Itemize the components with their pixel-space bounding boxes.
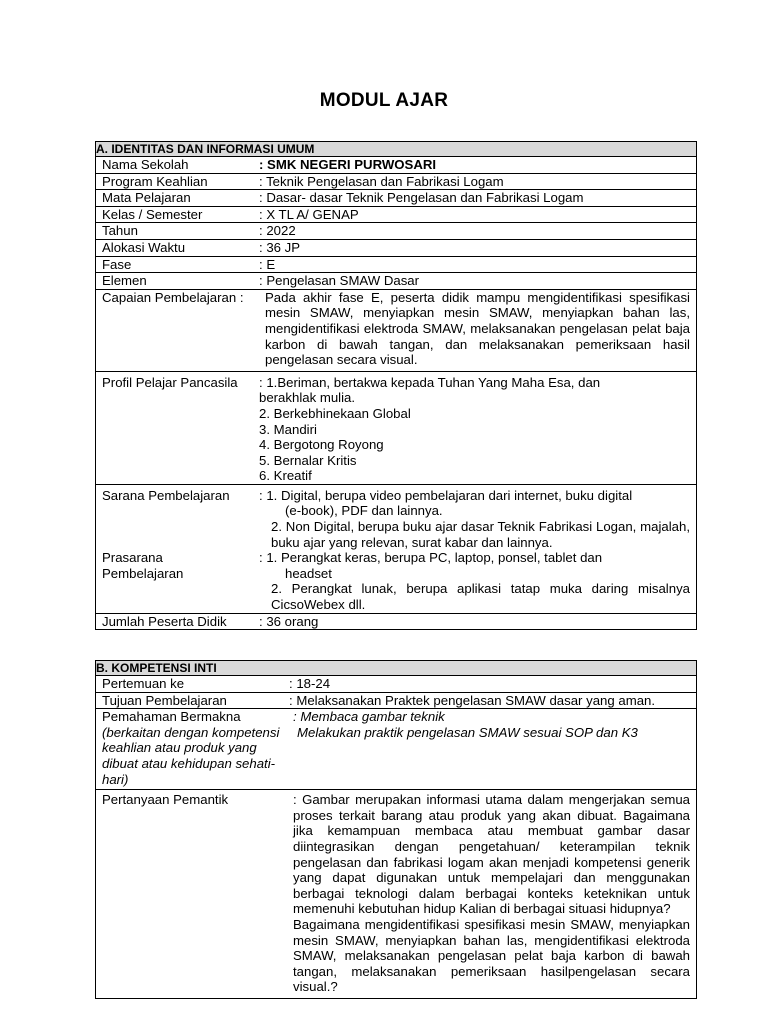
value-pertemuan: : 18-24 xyxy=(289,676,331,691)
row-nama-sekolah xyxy=(96,157,696,174)
row-pertanyaan xyxy=(96,790,696,998)
profil-item: 5. Bernalar Kritis xyxy=(259,452,357,468)
pertanyaan-para-1: : Gambar merupakan informasi utama dalam mengerjakan semua proses terkait barang atau produk yang akan dibuat. Bagaimana jika kemampuan membaca atau membuat gambar dasar diintegrasikan dengan pengetahuan/ keterampilan teknik pengelasan dan fabrikasi logam akan menjadi kompetensi generik yang dapat digunakan untuk mempelajari dan menggunakan berbagai teknologi dalam berbagai konteks keteknikan untuk memenuhi kebutuhan hidup Kalian di berbagai situasi hidupnya? xyxy=(293,792,690,917)
pertanyaan-para-2: Bagaimana mengidentifikasi spesifikasi mesin SMAW, menyiapkan mesin SMAW, menyiapkan bahan las, mengidentifikasi elektroda SMAW, melaksanakan pengelasan pelat baja karbon di bawah tangan, melaksanakan pemeriksaan hasilpengelasan secara visual.? xyxy=(293,916,690,995)
section-a-heading: A. IDENTITAS DAN INFORMASI UMUM xyxy=(96,142,696,157)
label-pertanyaan: Pertanyaan Pemantik xyxy=(102,792,229,808)
value-alokasi-waktu: : 36 JP xyxy=(259,239,301,255)
label-prasarana: Prasarana xyxy=(102,550,163,566)
value-jumlah-peserta: : 36 orang xyxy=(259,613,319,629)
label-alokasi-waktu: Alokasi Waktu xyxy=(102,239,186,255)
row-jumlah-peserta xyxy=(96,614,696,630)
section-a-table xyxy=(95,141,697,630)
label-elemen: Elemen xyxy=(102,273,147,289)
label-sarana: Sarana Pembelajaran xyxy=(102,487,230,503)
label-pemahaman-note: (berkaitan dengan kompetensi keahlian atau produk yang dibuat atau kehidupan sehati-hari) xyxy=(102,724,280,787)
sarana-item-1-cont: (e-book), PDF dan lainnya. xyxy=(285,503,443,519)
row-tujuan xyxy=(96,693,696,710)
section-b-heading: B. KOMPETENSI INTI xyxy=(96,661,696,676)
section-b-table xyxy=(95,660,697,999)
prasarana-item-1: : 1. Perangkat keras, berupa PC, laptop, ponsel, tablet dan xyxy=(259,550,603,566)
pemahaman-item-1: : Membaca gambar teknik xyxy=(293,709,445,725)
label-pertemuan: Pertemuan ke xyxy=(102,676,185,691)
label-kelas-semester: Kelas / Semester xyxy=(102,206,203,222)
profil-item: 3. Mandiri xyxy=(259,421,317,437)
row-elemen xyxy=(96,273,696,290)
profil-list xyxy=(259,375,696,484)
row-program-keahlian xyxy=(96,174,696,191)
label-tahun: Tahun xyxy=(102,223,138,239)
label-tujuan: Tujuan Pembelajaran xyxy=(102,692,227,708)
pemahaman-item-2: Melakukan praktik pengelasan SMAW sesuai SOP dan K3 xyxy=(297,724,638,740)
row-mata-pelajaran xyxy=(96,190,696,207)
profil-item: 6. Kreatif xyxy=(259,468,312,484)
profil-item: berakhlak mulia. xyxy=(259,390,356,406)
value-capaian: Pada akhir fase E, peserta didik mampu mengidentifikasi spesifikasi mesin SMAW, menyiapkan mesin SMAW, menyiapkan bahan las, mengidentifikasi elektroda SMAW, melaksanakan pengelasan pelat baja karbon di bawah tangan, dan melaksanakan pemeriksaan hasil pengelasan secara visual. xyxy=(265,289,690,368)
row-pemahaman xyxy=(96,709,696,790)
prasarana-item-2: 2. Perangkat lunak, berupa aplikasi tatap muka daring misalnya CicsoWebex dll. xyxy=(271,581,690,613)
value-kelas-semester: : X TL A/ GENAP xyxy=(259,206,359,222)
label-profil-pelajar: Profil Pelajar Pancasila xyxy=(102,374,238,390)
profil-item: : 1.Beriman, bertakwa kepada Tuhan Yang Maha Esa, dan xyxy=(259,374,601,390)
labels-sarana-prasarana xyxy=(96,488,259,613)
value-pemahaman xyxy=(293,709,696,787)
label-nama-sekolah: Nama Sekolah xyxy=(102,157,189,172)
label-fase: Fase xyxy=(102,256,132,272)
value-pertanyaan xyxy=(293,792,696,995)
prasarana-item-1-cont: headset xyxy=(285,565,332,581)
values-sarana-prasarana xyxy=(259,488,696,613)
value-tujuan: : Melaksanakan Praktek pengelasan SMAW dasar yang aman. xyxy=(289,692,656,708)
value-mata-pelajaran: : Dasar- dasar Teknik Pengelasan dan Fabrikasi Logam xyxy=(259,190,584,206)
sarana-item-1: : 1. Digital, berupa video pembelajaran dari internet, buku digital xyxy=(259,487,633,503)
label-mata-pelajaran: Mata Pelajaran xyxy=(102,190,191,206)
row-sarana-prasarana xyxy=(96,485,696,614)
value-nama-sekolah: : SMK NEGERI PURWOSARI xyxy=(259,157,437,172)
row-fase xyxy=(96,257,696,274)
row-alokasi-waktu xyxy=(96,240,696,257)
sarana-item-2: 2. Non Digital, berupa buku ajar dasar Teknik Fabrikasi Logan, majalah, buku ajar yang relevan, surat kabar dan lainnya. xyxy=(271,519,690,550)
value-program-keahlian: : Teknik Pengelasan dan Fabrikasi Logam xyxy=(259,173,504,189)
label-jumlah-peserta: Jumlah Peserta Didik xyxy=(102,613,227,629)
row-kelas-semester xyxy=(96,207,696,224)
label-pemahaman-cell xyxy=(96,709,293,787)
row-tahun xyxy=(96,223,696,240)
profil-item: 2. Berkebhinekaan Global xyxy=(259,405,411,421)
label-program-keahlian: Program Keahlian xyxy=(102,173,208,189)
row-pertemuan xyxy=(96,676,696,693)
row-profil-pelajar xyxy=(96,372,696,485)
label-pemahaman: Pemahaman Bermakna xyxy=(102,709,241,725)
value-fase: : E xyxy=(259,256,276,272)
label-prasarana-2: Pembelajaran xyxy=(102,566,184,582)
value-tahun: : 2022 xyxy=(259,223,296,239)
row-capaian xyxy=(96,290,696,372)
value-elemen: : Pengelasan SMAW Dasar xyxy=(259,273,420,289)
label-capaian: Capaian Pembelajaran : xyxy=(102,289,244,305)
page-title: MODUL AJAR xyxy=(319,90,449,111)
profil-item: 4. Bergotong Royong xyxy=(259,437,384,453)
